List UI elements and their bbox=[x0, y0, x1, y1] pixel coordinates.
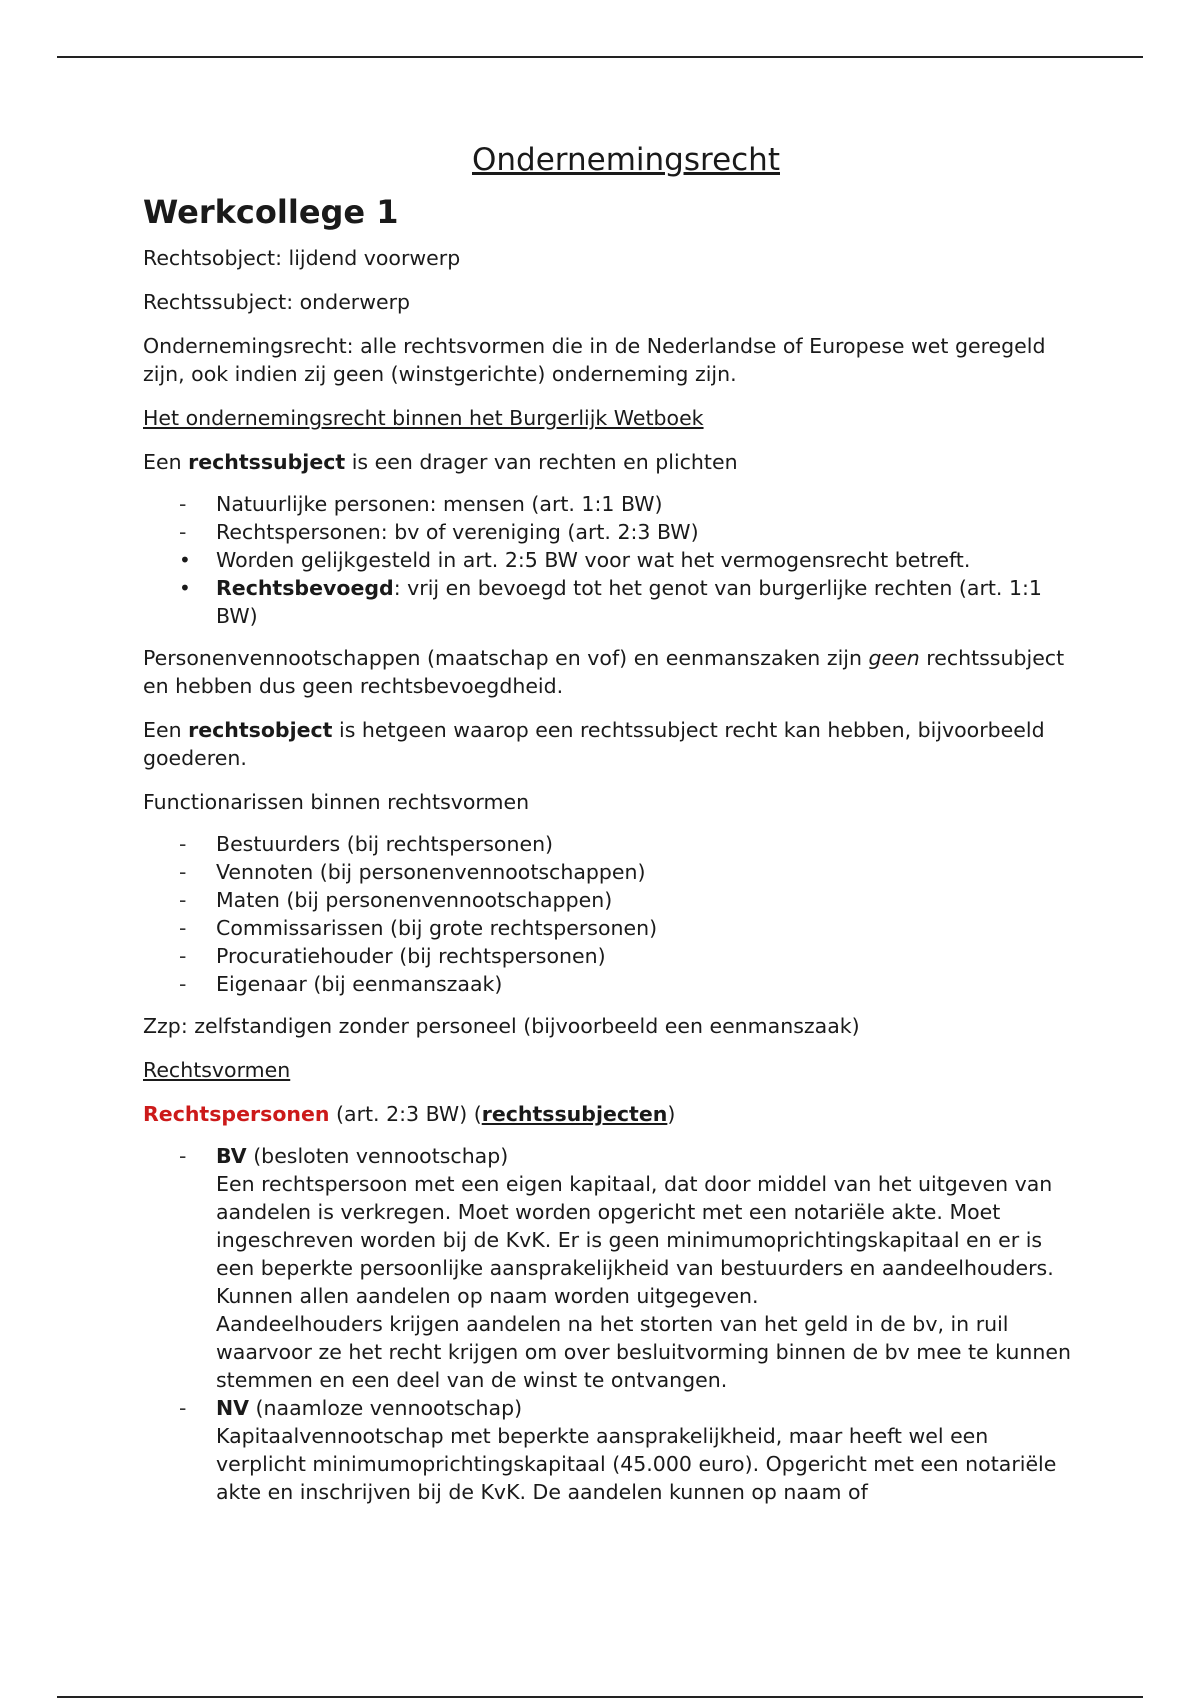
rechtssubject-list bbox=[143, 490, 1073, 630]
paragraph-functionarissen: Functionarissen binnen rechtsvormen bbox=[143, 790, 530, 814]
dash-marker: - bbox=[179, 888, 187, 912]
dash-marker: - bbox=[179, 860, 187, 884]
list-item: - Eigenaar (bij eenmanszaak) bbox=[179, 972, 503, 996]
bullet-marker: • bbox=[179, 548, 191, 572]
term-rechtssubjecten: rechtssubjecten bbox=[481, 1102, 668, 1126]
list-item: - Bestuurders (bij rechtspersonen) bbox=[179, 832, 554, 856]
subheading-bw: Het ondernemingsrecht binnen het Burgerlijk Wetboek bbox=[143, 406, 704, 430]
dash-marker: - bbox=[179, 832, 187, 856]
dash-marker: - bbox=[179, 944, 187, 968]
term-rechtspersonen: Rechtspersonen bbox=[143, 1102, 330, 1126]
paragraph-rechtssubject-def: Een rechtssubject is een drager van rechten en plichten bbox=[143, 450, 738, 474]
top-rule bbox=[57, 56, 1143, 58]
list-item-bv: - BV (besloten vennootschap) Een rechtspersoon met een eigen kapitaal, dat door middel van het uitgeven van aandelen is verkregen. Moet worden opgericht met een notariële akte. Moet ingeschreven worden bij de KvK. Er is geen minimumoprichtingskapitaal en er is een beperkte persoonlijke aansprakelijkheid van bestuurders en aandeelhouders. Kunnen allen aandelen op naam worden uitgegeven. Aandeelhouders krijgen aandelen na het storten van het geld in de bv, in ruil waarvoor ze het recht krijgen om over besluitvorming binnen de bv mee te kunnen stemmen en een deel van de winst te ontvangen. bbox=[179, 1144, 1071, 1392]
list-item: • Worden gelijkgesteld in art. 2:5 BW voor wat het vermogensrecht betreft. bbox=[179, 548, 971, 572]
functionarissen-list bbox=[143, 830, 1073, 998]
paragraph-ondernemingsrecht: Ondernemingsrecht: alle rechtsvormen die in de Nederlandse of Europese wet geregeld zijn, ook indien zij geen (winstgerichte) onderneming zijn. bbox=[143, 334, 1046, 386]
subheading-rechtsvormen: Rechtsvormen bbox=[143, 1058, 291, 1082]
paragraph-rechtspersonen: Rechtspersonen (art. 2:3 BW) (rechtssubjecten) bbox=[143, 1102, 676, 1126]
paragraph-rechtsobject: Rechtsobject: lijdend voorwerp bbox=[143, 246, 461, 270]
paragraph-rechtssubject: Rechtssubject: onderwerp bbox=[143, 290, 411, 314]
list-item: • Rechtsbevoegd: vrij en bevoegd tot het genot van burgerlijke rechten (art. 1:1 BW) bbox=[179, 576, 1042, 628]
bv-description-2: Aandeelhouders krijgen aandelen na het storten van het geld in de bv, in ruil waarvoor ze het recht krijgen om over besluitvorming binnen de bv mee te kunnen stemmen en een deel van de winst te ontvangen. bbox=[216, 1312, 1071, 1392]
dash-marker: - bbox=[179, 1144, 187, 1168]
section-heading: Werkcollege 1 bbox=[143, 193, 399, 231]
bullet-marker: • bbox=[179, 576, 191, 600]
list-item: - Rechtspersonen: bv of vereniging (art. 2:3 BW) bbox=[179, 520, 699, 544]
term-rechtsobject: rechtsobject bbox=[188, 718, 333, 742]
dash-marker: - bbox=[179, 916, 187, 940]
list-item: - Commissarissen (bij grote rechtspersonen) bbox=[179, 916, 658, 940]
paragraph-rechtsobject-def: Een rechtsobject is hetgeen waarop een rechtssubject recht kan hebben, bijvoorbeeld goederen. bbox=[143, 718, 1045, 770]
document-body bbox=[143, 140, 1073, 1520]
rechtsvormen-list bbox=[143, 1142, 1073, 1506]
document-title: Ondernemingsrecht bbox=[472, 142, 780, 178]
list-item: - Natuurlijke personen: mensen (art. 1:1 BW) bbox=[179, 492, 663, 516]
list-item: - Vennoten (bij personenvennootschappen) bbox=[179, 860, 646, 884]
dash-marker: - bbox=[179, 1396, 187, 1420]
dash-marker: - bbox=[179, 972, 187, 996]
paragraph-personenvennootschappen: Personenvennootschappen (maatschap en vof) en eenmanszaken zijn geen rechtssubject en hebben dus geen rechtsbevoegdheid. bbox=[143, 646, 1065, 698]
term-rechtssubject: rechtssubject bbox=[188, 450, 346, 474]
list-item: - Procuratiehouder (bij rechtspersonen) bbox=[179, 944, 606, 968]
bv-description: Een rechtspersoon met een eigen kapitaal, dat door middel van het uitgeven van aandelen is verkregen. Moet worden opgericht met een notariële akte. Moet ingeschreven worden bij de KvK. Er is geen minimumoprichtingskapitaal en er is een beperkte persoonlijke aansprakelijkheid van bestuurders en aandeelhouders. Kunnen allen aandelen op naam worden uitgegeven. bbox=[216, 1172, 1054, 1308]
bottom-rule bbox=[57, 1696, 1143, 1698]
nv-description: Kapitaalvennootschap met beperkte aansprakelijkheid, maar heeft wel een verplicht minimumoprichtingskapitaal (45.000 euro). Opgericht met een notariële akte en inschrijven bij de KvK. De aandelen kunnen op naam of bbox=[216, 1424, 1057, 1504]
list-item: - Maten (bij personenvennootschappen) bbox=[179, 888, 613, 912]
list-item-nv: - NV (naamloze vennootschap) Kapitaalvennootschap met beperkte aansprakelijkheid, maar heeft wel een verplicht minimumoprichtingskapitaal (45.000 euro). Opgericht met een notariële akte en inschrijven bij de KvK. De aandelen kunnen op naam of bbox=[143, 1394, 1073, 1506]
dash-marker: - bbox=[179, 520, 187, 544]
dash-marker: - bbox=[179, 492, 187, 516]
paragraph-zzp: Zzp: zelfstandigen zonder personeel (bijvoorbeeld een eenmanszaak) bbox=[143, 1014, 860, 1038]
